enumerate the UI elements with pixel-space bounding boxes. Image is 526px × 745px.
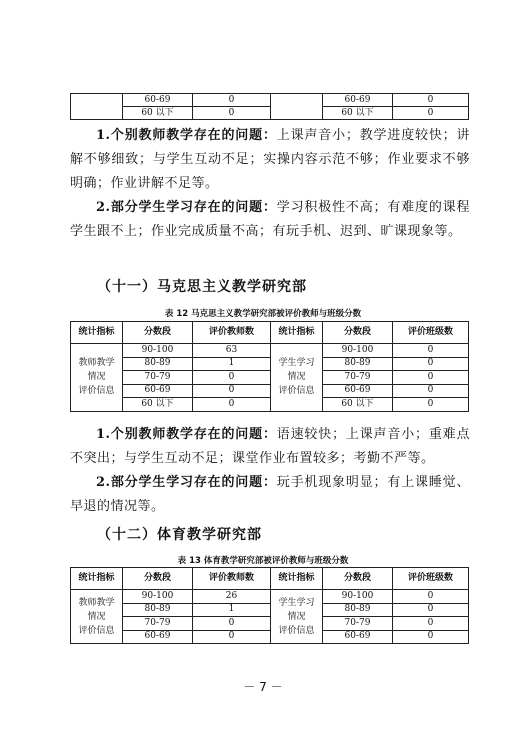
label-line: 情况	[87, 611, 106, 622]
table-row	[71, 344, 469, 358]
range-cell: 70-79	[123, 371, 193, 385]
student-issue-paragraph	[70, 196, 470, 244]
header-cell: 评价教师数	[193, 568, 271, 590]
range-cell: 60-69	[323, 384, 393, 398]
count-cell: 1	[193, 357, 271, 371]
label-line: 情况	[287, 611, 306, 622]
header-cell: 分数段	[323, 322, 393, 344]
count-cell: 0	[393, 630, 469, 644]
header-cell: 统计指标	[271, 568, 323, 590]
label-line: 评价信息	[78, 625, 115, 636]
count-cell: 0	[193, 398, 271, 412]
range-cell: 60 以下	[323, 107, 393, 120]
label-cell	[271, 94, 323, 120]
header-cell: 评价班级数	[393, 322, 469, 344]
count-cell: 63	[193, 344, 271, 358]
range-cell: 60-69	[323, 630, 393, 644]
range-cell: 90-100	[323, 344, 393, 358]
student-label-cell	[271, 344, 323, 412]
count-cell: 0	[393, 107, 469, 120]
range-cell: 60-69	[123, 630, 193, 644]
teacher-issue-paragraph	[70, 423, 470, 471]
student-issue-paragraph	[70, 471, 470, 519]
table-caption: 表 13 体育教学研究部被评价教师与班级分数	[177, 556, 349, 566]
table-row	[71, 603, 469, 617]
table-12	[70, 321, 469, 412]
header-cell: 评价班级数	[393, 568, 469, 590]
table-11-continued	[70, 93, 469, 120]
header-row	[71, 322, 469, 344]
issue-text: 语速较快；上课声音小；重难点不突出；与学生互动不足；课堂作业布置较多；考勤不严等。	[70, 427, 470, 466]
table-row	[71, 371, 469, 385]
table-row	[71, 357, 469, 371]
count-cell: 0	[393, 398, 469, 412]
label-cell	[71, 94, 123, 120]
student-label-cell	[271, 590, 323, 644]
label-line: 评价信息	[278, 386, 315, 397]
label-line: 情况	[287, 372, 306, 383]
count-cell: 0	[193, 630, 271, 644]
label-line: 学生学习	[278, 358, 315, 369]
range-cell: 60-69	[123, 384, 193, 398]
table-row	[71, 107, 469, 120]
table-row	[71, 384, 469, 398]
table-row	[71, 398, 469, 412]
table-row	[71, 617, 469, 631]
table-13	[70, 567, 469, 644]
count-cell: 0	[393, 357, 469, 371]
range-cell: 80-89	[323, 603, 393, 617]
teacher-label-cell	[71, 344, 123, 412]
range-cell: 80-89	[123, 357, 193, 371]
range-cell: 60-69	[123, 94, 193, 107]
count-cell: 26	[193, 590, 271, 604]
table-row	[71, 94, 469, 107]
issue-lead: 1.个别教师教学存在的问题：	[96, 128, 277, 143]
header-cell: 分数段	[323, 568, 393, 590]
count-cell: 0	[193, 384, 271, 398]
count-cell: 0	[393, 603, 469, 617]
range-cell: 70-79	[323, 371, 393, 385]
section-heading: （十二）体育教学研究部	[97, 527, 262, 543]
count-cell: 0	[393, 344, 469, 358]
header-cell: 评价教师数	[193, 322, 271, 344]
range-cell: 90-100	[123, 590, 193, 604]
label-line: 教师教学	[78, 597, 115, 608]
issue-text: 学习积极性不高；有难度的课程学生跟不上；作业完成质量不高；有玩手机、迟到、旷课现象等。	[70, 200, 470, 239]
count-cell: 0	[193, 617, 271, 631]
count-cell: 0	[393, 94, 469, 107]
header-cell: 统计指标	[271, 322, 323, 344]
teacher-label-cell	[71, 590, 123, 644]
table-row	[71, 630, 469, 644]
header-cell: 统计指标	[71, 322, 123, 344]
count-cell: 0	[193, 107, 271, 120]
issue-lead: 1.个别教师教学存在的问题：	[96, 427, 277, 442]
label-line: 教师教学	[78, 358, 115, 369]
range-cell: 70-79	[323, 617, 393, 631]
section-11-issues	[70, 124, 470, 244]
count-cell: 0	[393, 384, 469, 398]
range-cell: 80-89	[123, 603, 193, 617]
label-line: 评价信息	[78, 386, 115, 397]
count-cell: 0	[193, 94, 271, 107]
issue-lead: 2.部分学生学习存在的问题：	[96, 200, 277, 215]
label-line: 学生学习	[278, 597, 315, 608]
page-number: － 7 －	[243, 680, 283, 694]
count-cell: 0	[393, 617, 469, 631]
section-12-issues	[70, 423, 470, 519]
count-cell: 1	[193, 603, 271, 617]
range-cell: 60 以下	[123, 398, 193, 412]
section-heading: （十一）马克思主义教学研究部	[97, 279, 307, 295]
teacher-issue-paragraph	[70, 124, 470, 196]
table-caption: 表 12 马克思主义教学研究部被评价教师与班级分数	[164, 309, 362, 319]
header-cell: 分数段	[123, 322, 193, 344]
issue-text: 上课声音小；教学进度较快；讲解不够细致；与学生互动不足；实操内容示范不够；作业要求不够明确；作业讲解不足等。	[70, 128, 470, 191]
range-cell: 60-69	[323, 94, 393, 107]
label-line: 情况	[87, 372, 106, 383]
count-cell: 0	[193, 371, 271, 385]
count-cell: 0	[393, 590, 469, 604]
header-row	[71, 568, 469, 590]
issue-text: 玩手机现象明显；有上课睡觉、早退的情况等。	[70, 475, 470, 514]
range-cell: 70-79	[123, 617, 193, 631]
count-cell: 0	[393, 371, 469, 385]
range-cell: 60 以下	[123, 107, 193, 120]
range-cell: 90-100	[123, 344, 193, 358]
label-line: 评价信息	[278, 625, 315, 636]
range-cell: 90-100	[323, 590, 393, 604]
header-cell: 分数段	[123, 568, 193, 590]
table-row	[71, 590, 469, 604]
range-cell: 80-89	[323, 357, 393, 371]
header-cell: 统计指标	[71, 568, 123, 590]
issue-lead: 2.部分学生学习存在的问题：	[96, 475, 277, 490]
range-cell: 60 以下	[323, 398, 393, 412]
